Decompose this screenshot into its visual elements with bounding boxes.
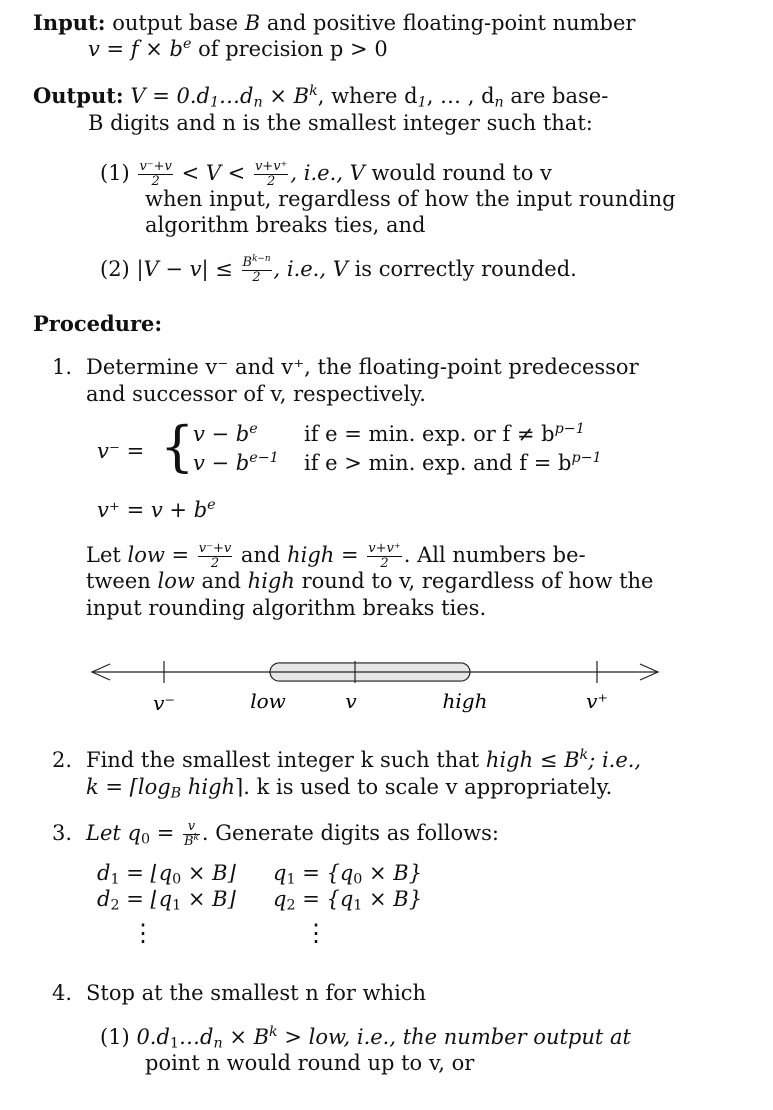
vplus-def: [97, 497, 216, 524]
output-formula-b: …d: [219, 84, 254, 108]
step-4-times-b: × B: [222, 1025, 270, 1049]
row1-dexpr: = ⌊q: [119, 861, 173, 885]
row1-dexpr-sub: 0: [172, 871, 182, 888]
row1-qexpr-sub: 0: [353, 871, 363, 888]
frac-bkn-base: B: [242, 255, 253, 271]
let-frac-high-den: 2: [380, 556, 389, 572]
step-2-log: k = ⌈log: [86, 775, 171, 799]
nl-label-v: v: [345, 689, 357, 713]
row1-qsub: 1: [286, 871, 296, 888]
frac-bkn-exp: k−n: [252, 254, 271, 265]
row2-dexpr: = ⌊q: [119, 887, 173, 911]
digit-row-2-d: [97, 886, 236, 913]
step-2-ie: ; i.e.,: [588, 748, 642, 772]
case-1-cond-exp: p−1: [554, 421, 585, 438]
frac-bkn-den: 2: [252, 270, 261, 286]
output-cond-1-line-3: algorithm breaks ties, and: [145, 213, 426, 237]
step-4-cond-1: [100, 1024, 631, 1051]
frac-bkn-num: [242, 256, 272, 271]
step-3-frac: [183, 820, 200, 849]
input-line-1: [33, 9, 635, 37]
vminus-lhs: v⁻ =: [97, 439, 145, 463]
output-line-1: [33, 82, 608, 110]
cond-2-number: (2): [100, 257, 130, 281]
let-low: low: [127, 543, 165, 567]
output-formula-c: × B: [262, 84, 310, 108]
step-1-line-2: and successor of v, respectively.: [86, 382, 426, 406]
vplus-exp: e: [207, 497, 216, 514]
cond-1-inequality: < V <: [174, 161, 252, 185]
input-formula: v = f × b: [88, 37, 183, 61]
case-1-expr: [193, 421, 258, 448]
output-where-sub-n: n: [494, 94, 504, 111]
let-tail: . All numbers be-: [403, 543, 586, 567]
step-4-gt: >: [277, 1025, 309, 1049]
cond-2-tail: is correctly rounded.: [347, 257, 577, 281]
let-line-3: input rounding algorithm breaks ties.: [86, 596, 487, 620]
let-and: and: [234, 543, 288, 567]
let-line2-low: low: [157, 569, 195, 593]
case-2-expr-text: v − b: [193, 451, 250, 475]
row1-qexpr: = {q: [295, 861, 354, 885]
case-2-expr: [193, 450, 279, 477]
output-sub-1: 1: [209, 94, 220, 111]
step-4-digits-b: …d: [179, 1025, 214, 1049]
step-4-line-1: Stop at the smallest n for which: [86, 981, 427, 1005]
step-3-frac-den: [183, 835, 200, 849]
input-base-symbol: B: [244, 11, 261, 35]
row1-qexpr-tail: × B}: [362, 861, 423, 885]
step-2-tail: ⌉. k is used to scale v appropriately.: [235, 775, 613, 799]
let-eq-1: =: [164, 543, 196, 567]
input-label: Input:: [33, 10, 106, 35]
case-2-cond-exp: p−1: [571, 450, 602, 467]
case-1-cond-text: if e = min. exp. or f ≠ b: [304, 422, 555, 446]
row2-qexpr-sub: 1: [353, 897, 363, 914]
let-line2-high: high: [247, 569, 295, 593]
output-line-2: B digits and n is the smallest integer such that:: [88, 111, 593, 135]
output-cond-1-line-2: when input, regardless of how the input rounding: [145, 187, 676, 211]
frac-low-num: v⁻+v: [139, 159, 172, 175]
cond-2-lhs: |V − v| ≤: [136, 257, 240, 281]
step-1-line-1: Determine v⁻ and v⁺, the floating-point predecessor: [86, 355, 639, 379]
step-4-low: low: [308, 1025, 344, 1049]
step-4-number: 4.: [52, 981, 73, 1005]
step-2-exp: k: [579, 747, 589, 764]
step-2-line-1: [86, 747, 641, 774]
output-formula-a: V = 0.d: [130, 84, 210, 108]
step-3-frac-num: v: [183, 820, 200, 835]
cases-brace-icon: {: [160, 415, 195, 478]
step-2-log-high: high: [181, 775, 236, 799]
let-eq-2: =: [334, 543, 366, 567]
row2-dexpr-sub: 1: [172, 897, 182, 914]
step-1-number: 1.: [52, 355, 73, 379]
row1-q: q: [273, 861, 287, 885]
let-word: Let: [86, 543, 128, 567]
cond-1-ie: , i.e., V: [290, 161, 365, 185]
row2-q: q: [273, 887, 287, 911]
input-formula-exp: e: [182, 36, 192, 53]
digit-row-1-d: [97, 860, 236, 887]
digit-row-1-q: [273, 860, 422, 887]
row2-qsub: 2: [286, 897, 296, 914]
step-2-line-2: [86, 774, 612, 801]
case-2-cond: [304, 450, 602, 477]
step-3-let-q: Let q: [86, 821, 141, 845]
frac-bkn: [242, 256, 272, 285]
vplus-text: v⁺ = v + b: [97, 498, 208, 522]
procedure-label: Procedure:: [33, 311, 163, 336]
row2-dsub: 2: [110, 897, 120, 914]
nl-label-vplus: v⁺: [586, 689, 608, 713]
step-3-number: 3.: [52, 821, 73, 845]
case-2-cond-text: if e > min. exp. and f = b: [304, 451, 572, 475]
row1-dsub: 1: [110, 871, 120, 888]
number-line-diagram: [80, 648, 680, 728]
row2-d: d: [97, 887, 111, 911]
digit-row-2-q: [273, 886, 422, 913]
case-1-expr-text: v − b: [193, 422, 250, 446]
output-sub-n: n: [253, 94, 263, 111]
let-high: high: [287, 543, 335, 567]
case-2-expr-exp: e−1: [249, 450, 279, 467]
row1-dexpr-tail: × B⌋: [181, 861, 236, 885]
step-4-sub-1: 1: [169, 1035, 179, 1052]
input-precision: of precision p > 0: [191, 37, 388, 61]
step-2-leq: ≤ B: [533, 748, 580, 772]
let-line2-tail: round to v, regardless of how the: [294, 569, 654, 593]
input-text-b: and positive floating-point number: [266, 11, 636, 35]
nl-label-vminus: v⁻: [153, 691, 175, 715]
output-cond-2: [100, 256, 577, 285]
nl-label-low: low: [250, 689, 286, 713]
case-1-cond: [304, 421, 585, 448]
step-3-frac-den-exp: k: [193, 833, 199, 844]
output-where-sub-1: 1: [417, 94, 427, 111]
let-line-2: [86, 568, 653, 595]
cond-1-number: (1): [100, 161, 130, 185]
output-label: Output:: [33, 83, 124, 108]
row2-qexpr-tail: × B}: [362, 887, 423, 911]
step-2-text-a: Find the smallest integer k such that: [86, 748, 486, 772]
output-exp-k: k: [309, 83, 318, 100]
step-2-number: 2.: [52, 748, 73, 772]
let-frac-high-num: v+v⁺: [368, 541, 401, 557]
step-2-high: high: [485, 748, 534, 772]
let-between: tween: [86, 569, 158, 593]
output-ellipsis: , … , d: [426, 84, 495, 108]
frac-high-den: 2: [267, 174, 276, 190]
step-4-cond-1-line-2: point n would round up to v, or: [145, 1051, 475, 1075]
output-base-word: are base-: [503, 84, 609, 108]
input-line-2: [88, 36, 388, 63]
row2-dexpr-tail: × B⌋: [181, 887, 236, 911]
let-frac-low-num: v⁻+v: [198, 541, 232, 557]
step-3-frac-den-base: B: [183, 834, 194, 850]
frac-low-den: 2: [151, 174, 160, 190]
step-3-q-sub: 0: [140, 831, 151, 848]
step-4-exp: k: [269, 1024, 278, 1041]
vdots-left-icon: ⋮: [131, 919, 155, 947]
output-where: , where d: [317, 84, 418, 108]
step-4-ie: , i.e., the number output at: [343, 1025, 631, 1049]
let-line2-and: and: [194, 569, 248, 593]
row2-qexpr: = {q: [295, 887, 354, 911]
vdots-right-icon: ⋮: [304, 919, 328, 947]
step-2-log-base: B: [170, 785, 182, 802]
let-frac-low-den: 2: [210, 556, 220, 572]
step-4-cond-num: (1): [100, 1025, 130, 1049]
step-3-eq: =: [150, 821, 181, 845]
input-text-a: output base: [112, 11, 239, 35]
step-3-tail: . Generate digits as follows:: [201, 821, 499, 845]
cond-2-ie: , i.e., V: [273, 257, 348, 281]
frac-high-num: v+v⁺: [254, 159, 288, 175]
cond-1-tail: would round to v: [364, 161, 552, 185]
step-4-sub-n: n: [213, 1035, 223, 1052]
nl-label-high: high: [442, 689, 488, 713]
case-1-expr-exp: e: [249, 421, 258, 438]
step-3-line-1: [86, 820, 499, 849]
step-4-digits-a: 0.d: [136, 1025, 170, 1049]
row1-d: d: [97, 861, 111, 885]
